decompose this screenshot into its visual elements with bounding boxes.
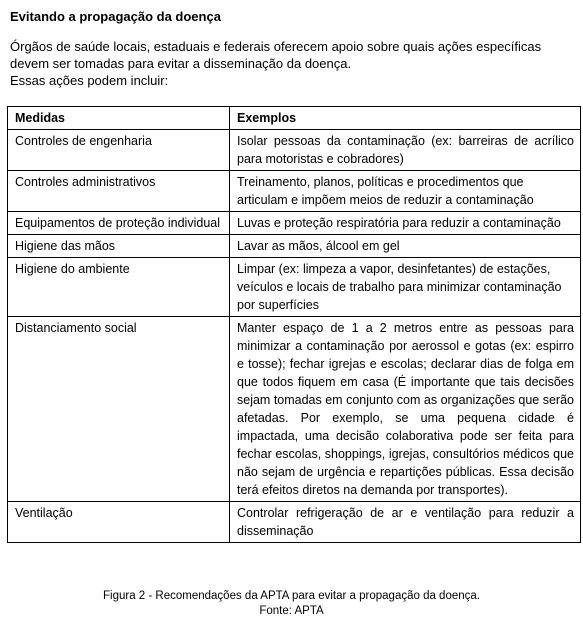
cell-medida: Equipamentos de proteção individual (8, 212, 230, 235)
table-row (8, 258, 581, 317)
cell-exemplo: Isolar pessoas da contaminação (ex: barreiras de acrílico para motoristas e cobradores) (230, 130, 581, 171)
caption-text: Figura 2 - Recomendações da APTA para evitar a propagação da doença. (103, 590, 480, 602)
table-row (8, 317, 581, 502)
table-header-row (8, 107, 581, 130)
figure-caption (0, 589, 583, 619)
intro-text: Órgãos de saúde locais, estaduais e federais oferecem apoio sobre quais ações específicas devem ser tomadas para evitar a disseminação da doença. (10, 39, 542, 71)
header-medidas: Medidas (8, 107, 230, 130)
cell-medida: Ventilação (8, 502, 230, 543)
cell-exemplo: Lavar as mãos, álcool em gel (230, 235, 581, 258)
cell-exemplo: Treinamento, planos, políticas e procedimentos que articulam e impõem meios de reduzir a contaminação (230, 171, 581, 212)
intro-lead: Essas ações podem incluir: (10, 73, 169, 88)
table-row (8, 130, 581, 171)
cell-exemplo: Limpar (ex: limpeza a vapor, desinfetantes) de estações, veículos e locais de trabalho para minimizar contaminação por superfícies (230, 258, 581, 317)
cell-medida: Controles de engenharia (8, 130, 230, 171)
cell-exemplo: Manter espaço de 1 a 2 metros entre as pessoas para minimizar a contaminação por aerossol e gotas (ex: espirro e tosse); fechar igrejas e escolas; declarar dias de folga em que todos fiquem em casa (É importante que tais decisões sejam tomadas em conjunto com as organizações que serão afetadas. Por exemplo, se uma pequena cidade é impactada, uma decisão colaborativa pode ser feita para fechar escolas, shoppings, igrejas, consultórios médicos que não sejam de urgência e repartições públicas. Essa decisão terá efeitos diretos na demanda por transportes). (230, 317, 581, 502)
cell-medida: Higiene do ambiente (8, 258, 230, 317)
cell-exemplo: Controlar refrigeração de ar e ventilação para reduzir a disseminação (230, 502, 581, 543)
table-row (8, 212, 581, 235)
cell-medida: Higiene das mãos (8, 235, 230, 258)
cell-medida: Distanciamento social (8, 317, 230, 502)
cell-medida: Controles administrativos (8, 171, 230, 212)
table-row (8, 171, 581, 212)
table-row (8, 235, 581, 258)
intro-paragraph (10, 38, 570, 89)
table-row (8, 502, 581, 543)
header-exemplos: Exemplos (230, 107, 581, 130)
measures-table (7, 106, 581, 543)
cell-exemplo: Luvas e proteção respiratória para reduzir a contaminação (230, 212, 581, 235)
document-title: Evitando a propagação da doença (10, 9, 221, 24)
caption-source: Fonte: APTA (259, 605, 324, 617)
